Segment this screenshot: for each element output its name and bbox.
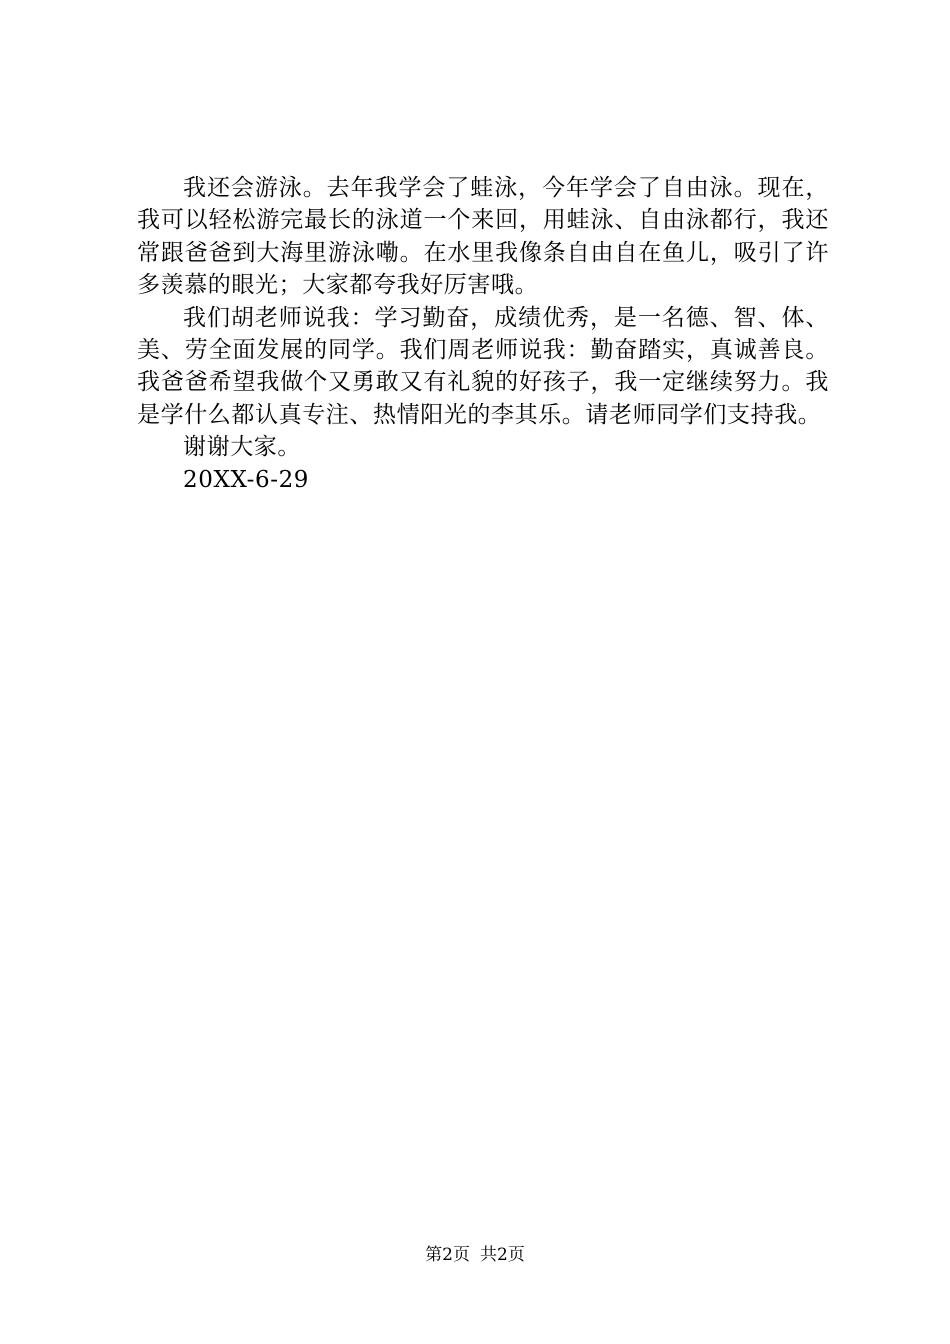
paragraph-teacher-comments: 我们胡老师说我：学习勤奋，成绩优秀，是一名德、智、体、美、劳全面发展的同学。我们周老师说我：勤奋踏实，真诚善良。我爸爸希望我做个又勇敢又有礼貌的好孩子，我一定继续努力。我是学什么都认真专注、热情阳光的李其乐。请老师同学们支持我。 — [137, 304, 829, 428]
document-body — [137, 172, 829, 496]
closing-thanks: 谢谢大家。 — [183, 434, 301, 461]
paragraph-swimming: 我还会游泳。去年我学会了蛙泳，今年学会了自由泳。现在，我可以轻松游完最长的泳道一个来回，用蛙泳、自由泳都行，我还常跟爸爸到大海里游泳嘞。在水里我像条自由自在鱼儿，吸引了许多羡慕的眼光；大家都夸我好厉害哦。 — [137, 175, 829, 299]
document-date: 20XX-6-29 — [183, 466, 310, 493]
page-number-current: 第2页 — [425, 1245, 470, 1265]
page-footer — [0, 1243, 950, 1267]
page-number-total: 共2页 — [480, 1245, 525, 1265]
